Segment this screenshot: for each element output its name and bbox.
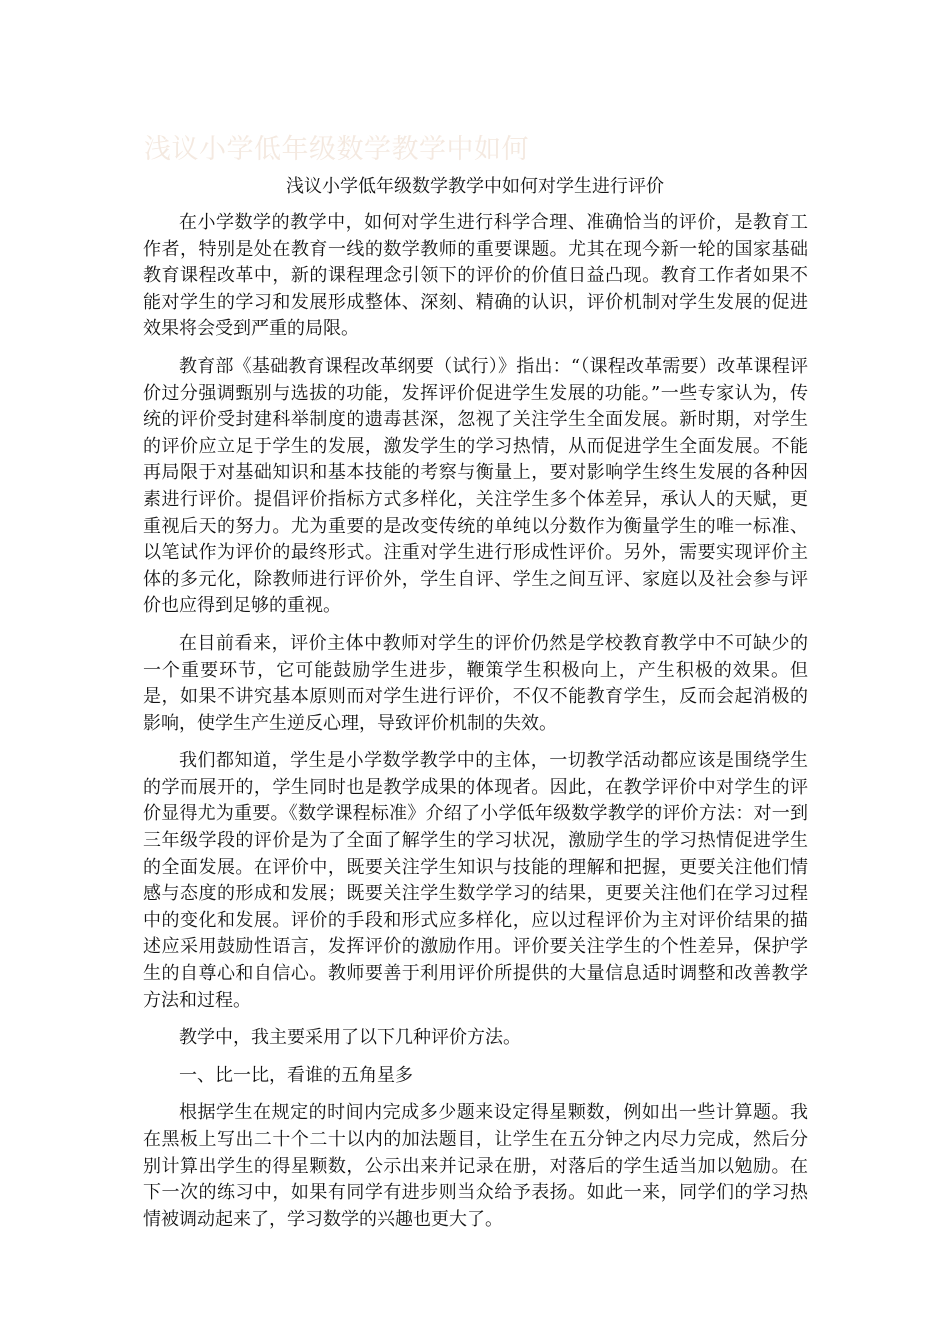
document-title: 浅议小学低年级数学教学中如何对学生进行评价 xyxy=(286,176,664,197)
paragraph: 教学中，我主要采用了以下几种评价方法。 xyxy=(179,1027,521,1049)
watermark-title: 浅议小学低年级数学教学中如何 xyxy=(144,134,529,165)
document-body xyxy=(143,210,808,1244)
paragraph: 在小学数学的教学中，如何对学生进行科学合理、准确恰当的评价，是教育工作者，特别是处在教育一线的数学教师的重要课题。尤其在现今新一轮的国家基础教育课程改革中，新的课程理念引领下的评价的价值日益凸现。教育工作者如果不能对学生的学习和发展形成整体、深刻、精确的认识，评价机制对学生发展的促进效果将会受到严重的局限。 xyxy=(143,212,808,340)
paragraph: 根据学生在规定的时间内完成多少题来设定得星颗数，例如出一些计算题。我在黑板上写出二十个二十以内的加法题目，让学生在五分钟之内尽力完成，然后分别计算出学生的得星颗数，公示出来并记录在册，对落后的学生适当加以勉励。在下一次的练习中，如果有同学有进步则当众给予表扬。如此一来，同学们的学习热情被调动起来了，学习数学的兴趣也更大了。 xyxy=(143,1102,808,1230)
paragraph: 教育部《基础教育课程改革纲要（试行）》指出：“（课程改革需要）改革课程评价过分强调甄别与选拔的功能，发挥评价促进学生发展的功能。”一些专家认为，传统的评价受封建科举制度的遗毒甚深，忽视了关注学生全面发展。新时期，对学生的评价应立足于学生的发展，激发学生的学习热情，从而促进学生全面发展。不能再局限于对基础知识和基本技能的考察与衡量上，要对影响学生终生发展的各种因素进行评价。提倡评价指标方式多样化，关注学生多个体差异，承认人的天赋，更重视后天的努力。尤为重要的是改变传统的单纯以分数作为衡量学生的唯一标准、以笔试作为评价的最终形式。注重对学生进行形成性评价。另外，需要实现评价主体的多元化，除教师进行评价外，学生自评、学生之间互评、家庭以及社会参与评价也应得到足够的重视。 xyxy=(143,355,808,617)
paragraph: 在目前看来，评价主体中教师对学生的评价仍然是学校教育教学中不可缺少的一个重要环节，它可能鼓励学生进步，鞭策学生积极向上，产生积极的效果。但是，如果不讲究基本原则而对学生进行评价，不仅不能教育学生，反而会起消极的影响，使学生产生逆反心理，导致评价机制的失效。 xyxy=(143,632,808,734)
paragraph: 我们都知道，学生是小学数学教学中的主体，一切教学活动都应该是围绕学生的学而展开的，学生同时也是教学成果的体现者。因此，在教学评价中对学生的评价显得尤为重要。《数学课程标准》介绍了小学低年级数学教学的评价方法：对一到三年级学段的评价是为了全面了解学生的学习状况，激励学生的学习热情促进学生的全面发展。在评价中，既要关注学生知识与技能的理解和把握，更要关注他们情感与态度的形成和发展；既要关注学生数学学习的结果，更要关注他们在学习过程中的变化和发展。评价的手段和形式应多样化，应以过程评价为主对评价结果的描述应采用鼓励性语言，发挥评价的激励作用。评价要关注学生的个性差异，保护学生的自尊心和自信心。教师要善于利用评价所提供的大量信息适时调整和改善教学方法和过程。 xyxy=(143,750,808,1011)
section-heading: 一、比一比，看谁的五角星多 xyxy=(179,1064,413,1086)
